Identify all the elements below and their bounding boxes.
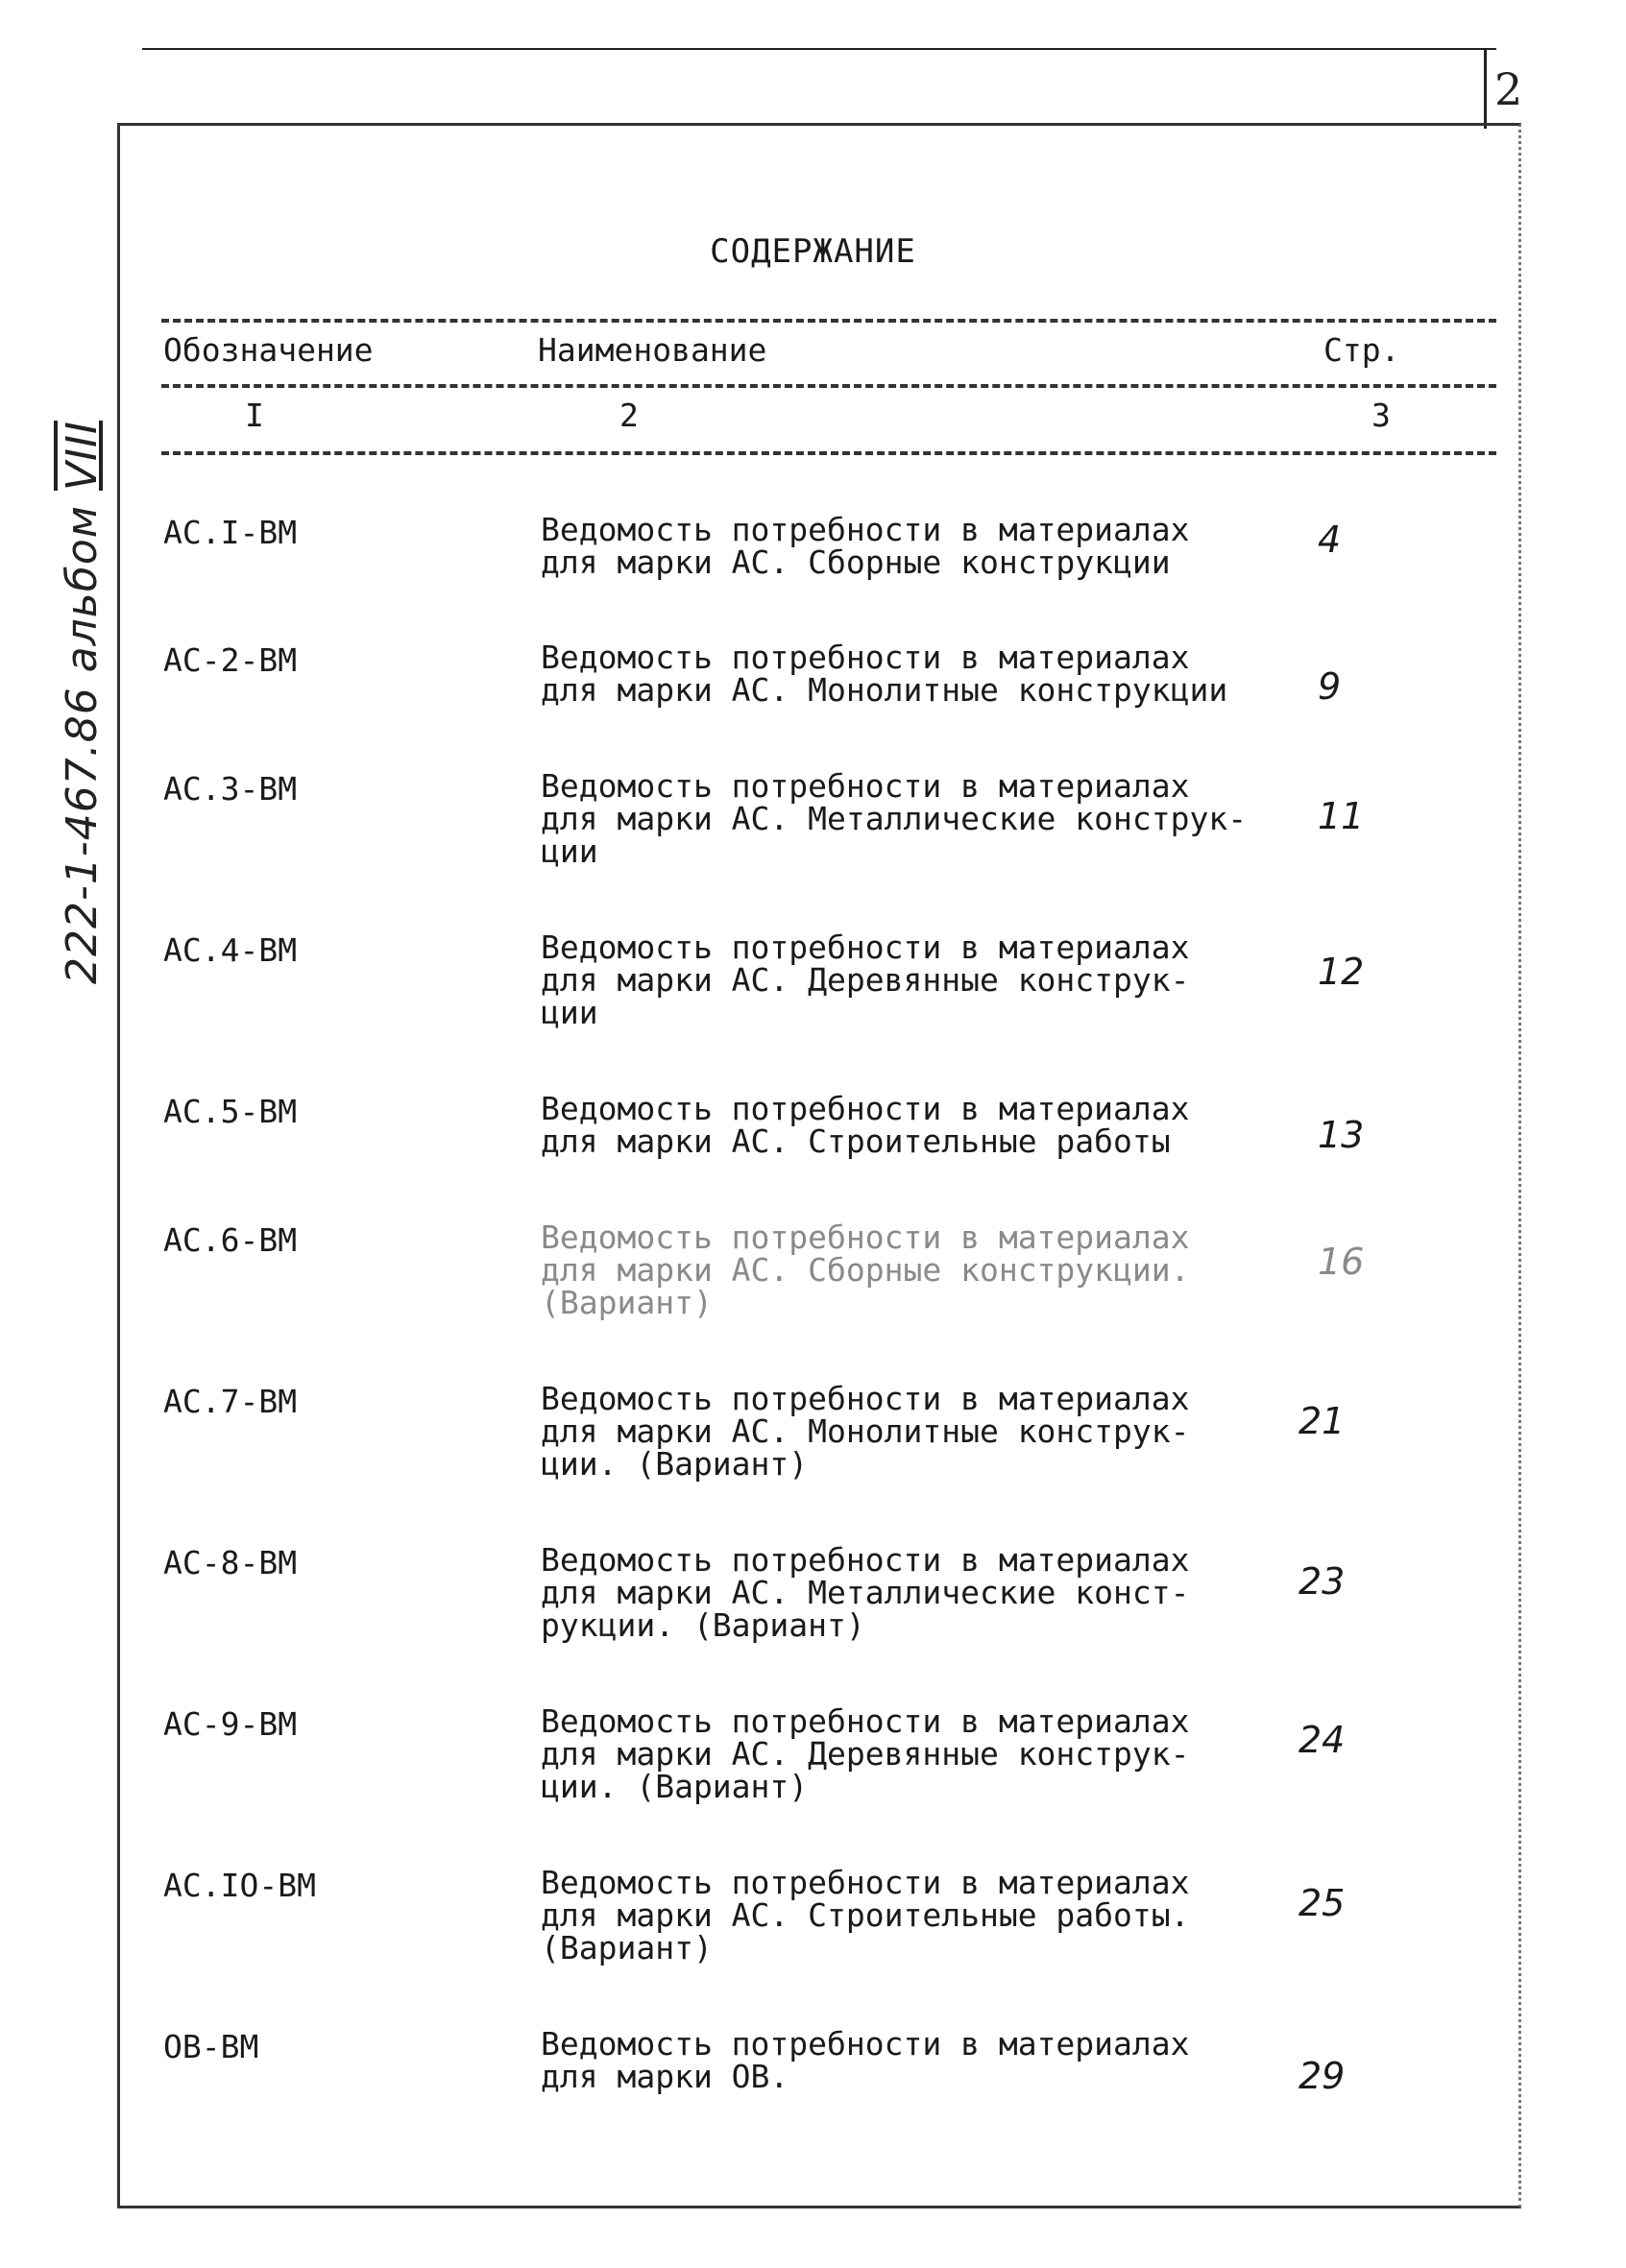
- row-name-line: Ведомость потребности в материалах: [541, 639, 1190, 676]
- column-number-1: I: [245, 397, 264, 434]
- row-name-line: Ведомость потребности в материалах: [541, 511, 1190, 548]
- row-name-line: для марки ОВ.: [541, 2058, 789, 2095]
- row-name: [541, 1380, 1309, 1483]
- row-name: [541, 2025, 1309, 2095]
- row-page: 23: [1298, 1560, 1346, 1603]
- page-number: 2: [1494, 63, 1523, 115]
- row-designation: АС.4-ВМ: [163, 931, 298, 969]
- row-page: 16: [1318, 1241, 1365, 1283]
- row-name-line: для марки АС. Металлические конструк-: [541, 800, 1248, 837]
- column-number-rule: [161, 451, 1496, 455]
- row-designation: АС-2-ВМ: [163, 641, 298, 679]
- top-rule: [142, 48, 1496, 50]
- header-name: Наименование: [538, 331, 767, 369]
- row-name-line: для марки АС. Металлические конст-: [541, 1574, 1190, 1611]
- header-designation: Обозначение: [163, 331, 374, 369]
- side-stamp-code: 222-1-467.86: [58, 687, 107, 984]
- document-title: СОДЕРЖАНИЕ: [710, 232, 916, 271]
- row-page: 29: [1298, 2055, 1346, 2097]
- row-name: [541, 931, 1309, 1029]
- row-name: [541, 1702, 1309, 1805]
- row-name-line: для марки АС. Сборные конструкции: [541, 543, 1171, 581]
- row-name-line: для марки АС. Строительные работы: [541, 1122, 1171, 1160]
- side-stamp: [58, 370, 125, 984]
- row-page: 25: [1298, 1882, 1346, 1924]
- row-name: [541, 1218, 1309, 1321]
- row-name-line: для марки АС. Монолитные конструкции: [541, 671, 1228, 709]
- row-page: 12: [1318, 951, 1365, 993]
- row-name: [541, 1090, 1309, 1160]
- row-name: [541, 767, 1309, 870]
- row-page: 21: [1298, 1400, 1346, 1442]
- row-name-line: Ведомость потребности в материалах: [541, 1864, 1190, 1901]
- row-designation: АС.IO-ВМ: [163, 1867, 316, 1904]
- row-name-line: для марки АС. Сборные конструкции.: [541, 1251, 1190, 1289]
- header-page: Стр.: [1323, 331, 1400, 369]
- row-page: 13: [1318, 1114, 1365, 1156]
- row-name-line: Ведомость потребности в материалах: [541, 1702, 1190, 1740]
- row-name-line: Ведомость потребности в материалах: [541, 1090, 1190, 1127]
- row-designation: ОВ-ВМ: [163, 2028, 259, 2065]
- row-name-line: для марки АС. Деревянные конструк-: [541, 1735, 1190, 1773]
- row-name-line: для марки АС. Строительные работы.: [541, 1896, 1190, 1934]
- row-designation: АС.I-ВМ: [163, 514, 298, 551]
- header-rule: [161, 384, 1496, 388]
- column-number-3: 3: [1371, 397, 1391, 434]
- row-name-line: рукции. (Вариант): [541, 1606, 865, 1644]
- row-designation: АС.5-ВМ: [163, 1093, 298, 1130]
- row-name: [541, 641, 1309, 707]
- row-page: 9: [1318, 665, 1342, 708]
- row-name-line: ции: [541, 832, 598, 870]
- row-name: [541, 1541, 1309, 1644]
- row-name-line: Ведомость потребности в материалах: [541, 2025, 1190, 2063]
- table-top-rule: [161, 319, 1496, 323]
- row-name-line: Ведомость потребности в материалах: [541, 929, 1190, 966]
- row-name-line: ции: [541, 994, 598, 1031]
- row-designation: АС.3-ВМ: [163, 770, 298, 808]
- row-designation: АС.6-ВМ: [163, 1221, 298, 1259]
- row-name: [541, 1864, 1309, 1966]
- row-name-line: для марки АС. Монолитные конструк-: [541, 1412, 1190, 1450]
- row-name-line: ции. (Вариант): [541, 1768, 809, 1805]
- row-designation: АС-8-ВМ: [163, 1544, 298, 1581]
- row-name-line: Ведомость потребности в материалах: [541, 1218, 1190, 1256]
- row-page: 4: [1318, 519, 1342, 561]
- side-stamp-album-label: альбом: [58, 505, 107, 673]
- row-name-line: Ведомость потребности в материалах: [541, 1380, 1190, 1417]
- row-name-line: Ведомость потребности в материалах: [541, 767, 1190, 805]
- row-name-line: (Вариант): [541, 1929, 713, 1966]
- side-stamp-album-number: VIII: [58, 421, 107, 492]
- row-designation: АС-9-ВМ: [163, 1705, 298, 1743]
- row-name-line: Ведомость потребности в материалах: [541, 1541, 1190, 1579]
- row-page: 24: [1298, 1719, 1346, 1761]
- row-name-line: для марки АС. Деревянные конструк-: [541, 961, 1190, 999]
- row-page: 11: [1318, 795, 1365, 837]
- row-name-line: (Вариант): [541, 1284, 713, 1321]
- column-number-2: 2: [619, 397, 639, 434]
- row-name: [541, 511, 1309, 581]
- row-name-line: ции. (Вариант): [541, 1445, 809, 1483]
- row-designation: АС.7-ВМ: [163, 1383, 298, 1420]
